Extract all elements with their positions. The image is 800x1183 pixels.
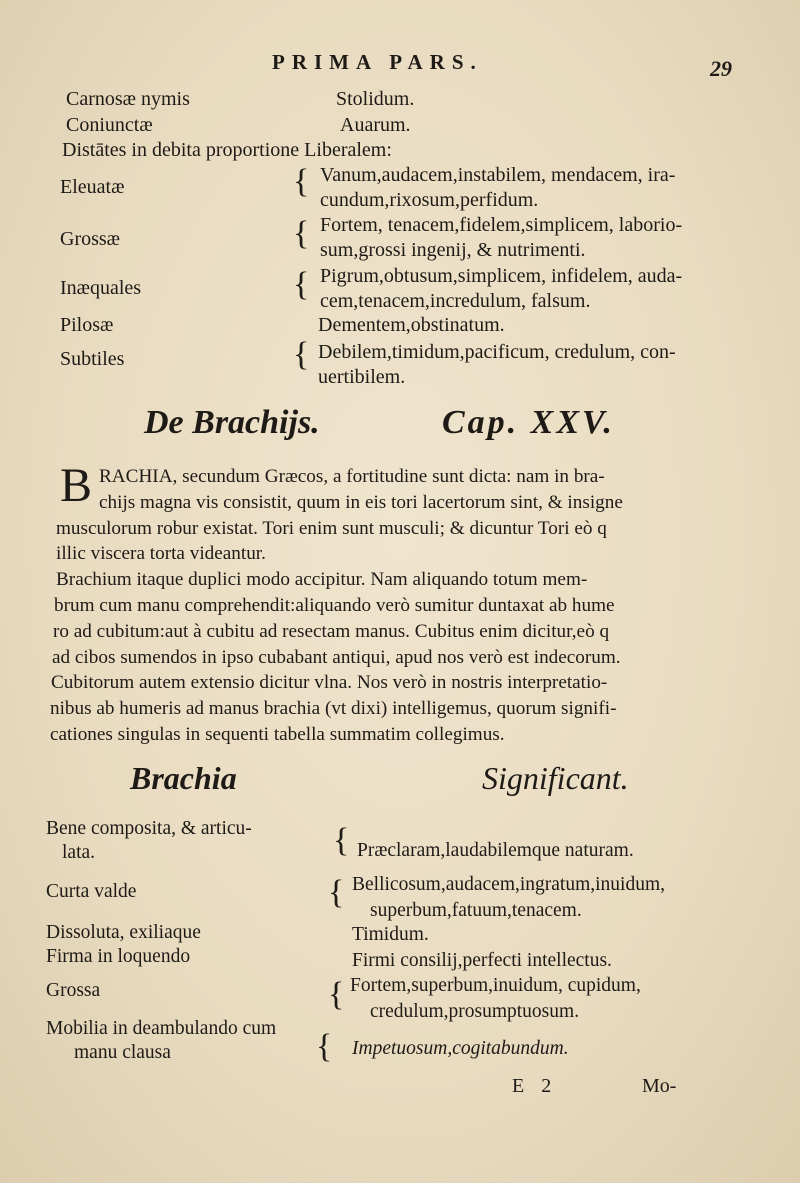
table-right: Timidum. [352, 924, 429, 945]
table-left: Dissoluta, exiliaque [46, 922, 201, 943]
brace-glyph: { [316, 1028, 333, 1065]
list-text: sum,grossi ingenij, & nutrimenti. [320, 239, 586, 261]
table-col-header-left: Brachia [130, 760, 237, 796]
table-right: Impetuosum,cogitabundum. [352, 1038, 569, 1059]
table-left: Curta valde [46, 881, 137, 902]
catchword: Mo- [642, 1075, 677, 1097]
table-right: credulum,prosumptuosum. [370, 1001, 580, 1022]
list-text: Dementem,obstinatum. [318, 314, 505, 336]
paragraph-line: chijs magna vis consistit, quum in eis tori lacertorum sint, & insigne [99, 492, 623, 513]
paragraph-line: RACHIA, secundum Græcos, a fortitudine sunt dicta: nam in bra- [99, 466, 605, 487]
list-text: cundum,rixosum,perfidum. [320, 189, 539, 211]
table-left: Firma in loquendo [46, 946, 191, 967]
brace-glyph: { [328, 874, 345, 911]
row-right: Stolidum. [336, 88, 415, 110]
chapter-number: Cap. XXV. [442, 404, 615, 441]
paragraph-line: illic viscera torta videantur. [56, 543, 266, 564]
row-left: Coniunctæ [66, 114, 153, 136]
table-right: Firmi consilij,perfecti intellectus. [352, 950, 612, 971]
running-head: PRIMA PARS. [272, 50, 483, 74]
brace-glyph: { [293, 163, 310, 200]
row-right: Auarum. [340, 114, 411, 136]
paragraph-line: musculorum robur existat. Tori enim sunt musculi; & dicuntur Tori eò q [56, 518, 607, 539]
page-number: 29 [710, 56, 732, 81]
list-label: Inæquales [60, 277, 142, 299]
table-left: manu clausa [74, 1042, 171, 1063]
drop-cap: B [60, 459, 93, 512]
table-left: Bene composita, & articu- [46, 818, 252, 839]
brace-glyph: { [333, 822, 350, 859]
list-label: Eleuatæ [60, 176, 125, 198]
table-left: Mobilia in deambulando cum [46, 1018, 277, 1039]
paragraph-line: ad cibos sumendos in ipso cubabant antiqui, apud nos verò est indecorum. [52, 647, 621, 668]
brace-glyph: { [293, 336, 310, 373]
chapter-title: De Brachijs. [144, 404, 320, 441]
table-right: superbum,fatuum,tenacem. [370, 900, 582, 921]
paragraph-line: nibus ab humeris ad manus brachia (vt dixi) intelligemus, quorum signifi- [50, 698, 617, 719]
paragraph-line: Brachium itaque duplici modo accipitur. Nam aliquando totum mem- [56, 569, 588, 590]
paragraph-line: Cubitorum autem extensio dicitur vlna. Nos verò in nostris interpretatio- [51, 672, 608, 693]
list-text: cem,tenacem,incredulum, falsum. [320, 290, 591, 312]
row-full: Distātes in debita proportione Liberalem: [62, 139, 392, 161]
list-label: Pilosæ [60, 314, 114, 336]
paragraph-line: ro ad cubitum:aut à cubitu ad resectam manus. Cubitus enim dicitur,eò q [53, 621, 610, 642]
paragraph-line: brum cum manu comprehendit:aliquando verò sumitur duntaxat ab hume [54, 595, 615, 616]
table-left: Grossa [46, 980, 101, 1001]
table-left: lata. [62, 842, 96, 863]
table-right: Bellicosum,audacem,ingratum,inuidum, [352, 874, 666, 895]
list-label: Grossæ [60, 228, 121, 250]
paragraph-line: cationes singulas in sequenti tabella summatim collegimus. [50, 724, 505, 745]
list-text: Pigrum,obtusum,simplicem, infidelem, auda- [320, 265, 683, 287]
brace-glyph: { [328, 976, 345, 1013]
row-left: Carnosæ nymis [66, 88, 190, 110]
brace-glyph: { [293, 266, 310, 303]
table-right: Fortem,superbum,inuidum, cupidum, [350, 975, 641, 996]
table-col-header-right: Significant. [482, 760, 629, 796]
list-text: Fortem, tenacem,fidelem,simplicem, laborio- [320, 214, 683, 236]
signature-mark: E 2 [512, 1075, 558, 1097]
list-text: Vanum,audacem,instabilem, mendacem, ira- [320, 164, 676, 186]
list-label: Subtiles [60, 348, 125, 370]
list-text: uertibilem. [318, 366, 406, 388]
table-right: Præclaram,laudabilemque naturam. [357, 840, 634, 861]
list-text: Debilem,timidum,pacificum, credulum, con- [318, 341, 676, 363]
brace-glyph: { [293, 215, 310, 252]
